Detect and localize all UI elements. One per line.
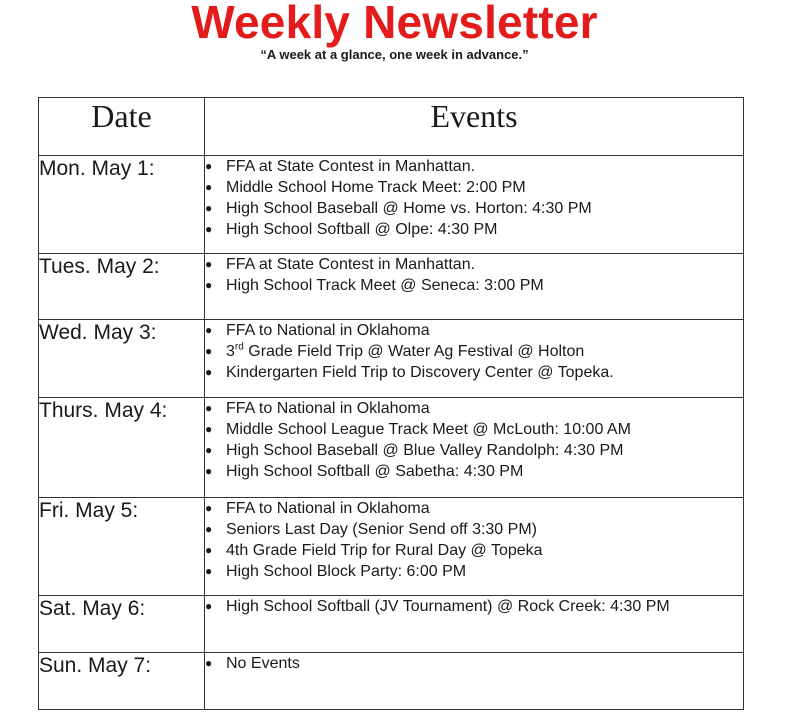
event-item [205, 440, 743, 461]
event-list [205, 254, 743, 296]
event-item [205, 561, 743, 582]
day-label: Sat. May 6: [39, 596, 205, 653]
event-text: High School Softball @ Sabetha: 4:30 PM [226, 463, 524, 480]
event-text: High School Block Party: 6:00 PM [226, 563, 467, 580]
event-text: High School Baseball @ Blue Valley Randolph: 4:30 PM [226, 442, 624, 459]
header-row [39, 98, 744, 156]
bullet-icon: ● [205, 278, 213, 292]
day-events [205, 156, 744, 254]
event-item [205, 156, 743, 177]
event-item [205, 461, 743, 482]
event-list [205, 596, 743, 617]
day-label: Wed. May 3: [39, 320, 205, 398]
bullet-icon: ● [205, 222, 213, 236]
bullet-icon: ● [205, 501, 213, 515]
day-events [205, 320, 744, 398]
bullet-icon: ● [205, 543, 213, 557]
event-item [205, 219, 743, 240]
event-item [205, 419, 743, 440]
schedule-body [39, 156, 744, 710]
event-text: Kindergarten Field Trip to Discovery Center @ Topeka. [226, 364, 614, 381]
bullet-icon: ● [205, 564, 213, 578]
event-list [205, 156, 743, 240]
bullet-icon: ● [205, 422, 213, 436]
event-text-ordinal: rd [234, 341, 244, 353]
schedule-table [38, 97, 744, 710]
event-item [205, 596, 743, 617]
day-row [39, 254, 744, 320]
bullet-icon: ● [205, 344, 213, 358]
day-events [205, 398, 744, 498]
bullet-icon: ● [205, 443, 213, 457]
event-item [205, 341, 743, 362]
event-text: High School Baseball @ Home vs. Horton: 4:30 PM [226, 200, 592, 217]
event-list [205, 653, 743, 674]
date-column-header: Date [39, 98, 205, 156]
event-text: No Events [226, 655, 300, 672]
event-text-rest: Grade Field Trip @ Water Ag Festival @ Holton [243, 343, 585, 360]
event-text: FFA at State Contest in Manhattan. [226, 256, 476, 273]
day-label: Sun. May 7: [39, 653, 205, 710]
day-row [39, 498, 744, 596]
bullet-icon: ● [205, 464, 213, 478]
day-label: Mon. May 1: [39, 156, 205, 254]
day-row [39, 320, 744, 398]
day-label: Thurs. May 4: [39, 398, 205, 498]
event-item [205, 254, 743, 275]
event-item [205, 198, 743, 219]
bullet-icon: ● [205, 180, 213, 194]
day-label: Fri. May 5: [39, 498, 205, 596]
event-item [205, 362, 743, 383]
events-column-header: Events [205, 98, 744, 156]
event-item [205, 519, 743, 540]
day-row [39, 653, 744, 710]
bullet-icon: ● [205, 522, 213, 536]
newsletter-title: Weekly Newsletter [191, 0, 598, 48]
day-row [39, 156, 744, 254]
bullet-icon: ● [205, 656, 213, 670]
bullet-icon: ● [205, 365, 213, 379]
event-text: FFA to National in Oklahoma [226, 322, 430, 339]
bullet-icon: ● [205, 159, 213, 173]
day-row [39, 398, 744, 498]
day-row [39, 596, 744, 653]
event-text: FFA at State Contest in Manhattan. [226, 158, 476, 175]
event-text: Middle School League Track Meet @ McLouth: 10:00 AM [226, 421, 631, 438]
event-text-prefix: 3 [226, 343, 235, 360]
event-text: FFA to National in Oklahoma [226, 500, 430, 517]
day-events [205, 653, 744, 710]
event-text: 4th Grade Field Trip for Rural Day @ Topeka [226, 542, 543, 559]
event-text: High School Softball (JV Tournament) @ Rock Creek: 4:30 PM [226, 598, 670, 615]
event-text: High School Softball @ Olpe: 4:30 PM [226, 221, 498, 238]
event-item [205, 177, 743, 198]
bullet-icon: ● [205, 599, 213, 613]
event-list [205, 320, 743, 383]
day-events [205, 254, 744, 320]
event-list [205, 398, 743, 482]
event-text: FFA to National in Oklahoma [226, 400, 430, 417]
bullet-icon: ● [205, 323, 213, 337]
event-item [205, 398, 743, 419]
event-list [205, 498, 743, 582]
event-item [205, 275, 743, 296]
bullet-icon: ● [205, 401, 213, 415]
day-events [205, 498, 744, 596]
bullet-icon: ● [205, 257, 213, 271]
event-item [205, 540, 743, 561]
event-item [205, 653, 743, 674]
day-events [205, 596, 744, 653]
event-item [205, 498, 743, 519]
event-text: Middle School Home Track Meet: 2:00 PM [226, 179, 526, 196]
event-item [205, 320, 743, 341]
bullet-icon: ● [205, 201, 213, 215]
newsletter-tagline: “A week at a glance, one week in advance.” [260, 47, 529, 62]
event-text: Seniors Last Day (Senior Send off 3:30 PM) [226, 521, 537, 538]
day-label: Tues. May 2: [39, 254, 205, 320]
event-text: High School Track Meet @ Seneca: 3:00 PM [226, 277, 544, 294]
